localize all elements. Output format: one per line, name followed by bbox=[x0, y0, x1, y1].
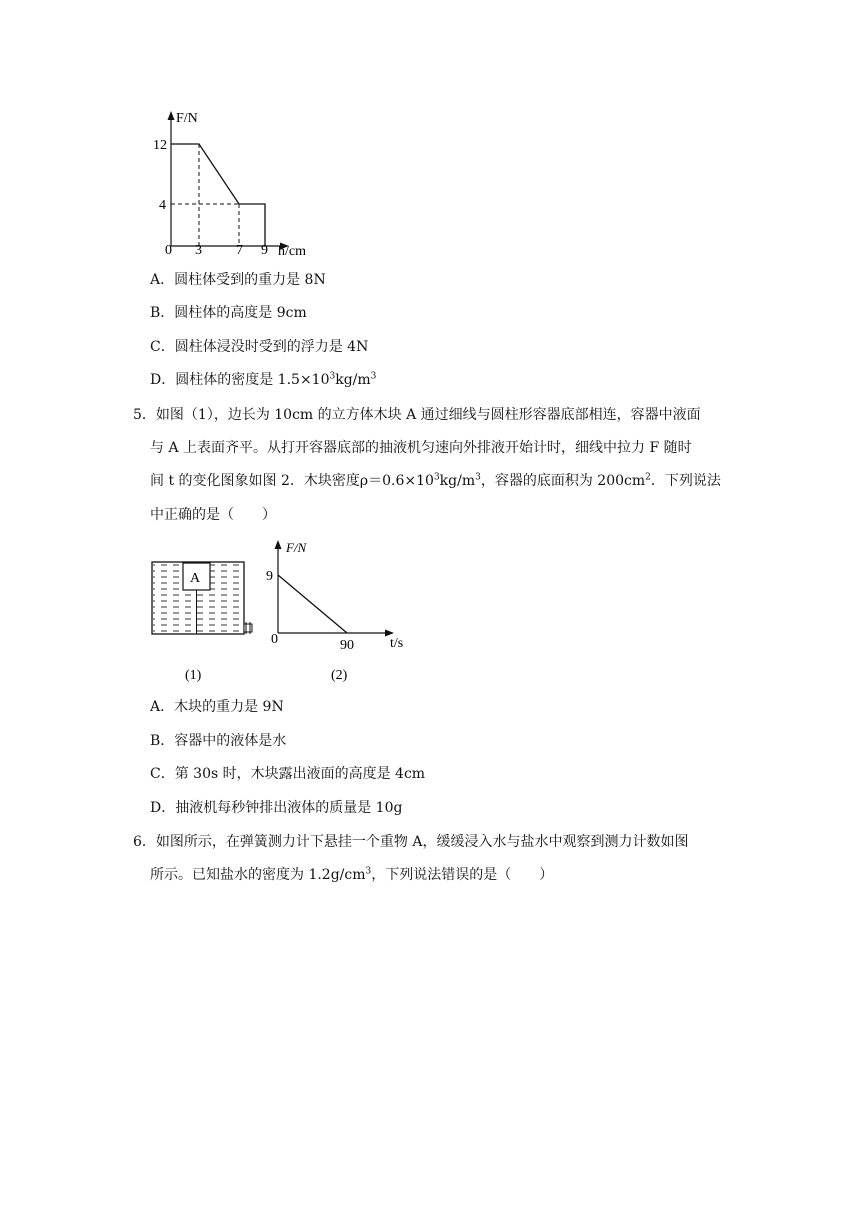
y-axis-arrow bbox=[275, 540, 282, 549]
block-label: A bbox=[190, 571, 201, 586]
y-axis-label: F/N bbox=[176, 111, 198, 126]
q5-option-d: D．抽液机每秒钟排出液体的质量是 10g bbox=[150, 800, 403, 816]
x-tick-7: 7 bbox=[236, 243, 243, 258]
force-line bbox=[278, 575, 347, 633]
figure-2-caption: (2) bbox=[331, 668, 348, 683]
y-tick-9: 9 bbox=[266, 569, 273, 584]
x-axis-label: h/cm bbox=[278, 244, 306, 258]
q5-number: 5． bbox=[133, 407, 156, 423]
force-depth-graph bbox=[140, 108, 320, 258]
q5-line-2: 与 A 上表面齐平。从打开容器底部的抽液机匀速向外排液开始计时，细线中拉力 F 随时 bbox=[150, 440, 692, 456]
force-time-graph bbox=[258, 536, 418, 686]
x-tick-3: 3 bbox=[195, 243, 202, 258]
x-tick-0: 0 bbox=[165, 243, 172, 258]
q4-option-d: D．圆柱体的密度是 $1.5\times 10^3kg/m^3$ bbox=[150, 371, 377, 388]
q4-option-a: A．圆柱体受到的重力是 8N bbox=[150, 272, 326, 288]
y-axis-arrow bbox=[168, 111, 175, 120]
q4-option-b: B．圆柱体的高度是 9cm bbox=[150, 305, 307, 321]
origin-label: 0 bbox=[271, 632, 278, 647]
y-tick-4: 4 bbox=[159, 198, 166, 213]
drain-pump bbox=[244, 624, 252, 632]
q5-option-c: C．第 30s 时，木块露出液面的高度是 4cm bbox=[150, 766, 426, 782]
figure-1-caption: (1) bbox=[185, 668, 202, 683]
x-tick-90: 90 bbox=[340, 638, 354, 653]
force-curve bbox=[171, 144, 265, 246]
q5-line-1: 5．如图（1），边长为 10cm 的立方体木块 A 通过细线与圆柱形容器底部相连，容器中液面 bbox=[133, 407, 701, 423]
q6-line-2: 所示。已知盐水的密度为 $1.2g/cm^3$，下列说法错误的是（ ） bbox=[150, 866, 554, 883]
y-axis-label: F/N bbox=[286, 540, 307, 555]
q5-option-a: A．木块的重力是 9N bbox=[150, 699, 284, 715]
x-tick-9: 9 bbox=[261, 243, 268, 258]
q5-option-b: B．容器中的液体是水 bbox=[150, 733, 287, 749]
q5-line-3: 间 t 的变化图象如图 2．木块密度$\rho=0.6\times 10^3kg/m^3$，容器的底面积为 $200cm^2$．下列说法 bbox=[150, 472, 721, 489]
q5-line-4: 中正确的是（ ） bbox=[150, 507, 276, 523]
q6-line-1: 6．如图所示，在弹簧测力计下悬挂一个重物 A，缓缓浸入水与盐水中观察到测力计数如图 bbox=[133, 834, 689, 850]
x-axis-label: t/s bbox=[390, 636, 404, 651]
q4-option-c: C．圆柱体浸没时受到的浮力是 4N bbox=[150, 339, 369, 355]
q6-number: 6． bbox=[133, 834, 156, 850]
container-figure bbox=[148, 556, 263, 686]
y-tick-12: 12 bbox=[153, 138, 167, 153]
